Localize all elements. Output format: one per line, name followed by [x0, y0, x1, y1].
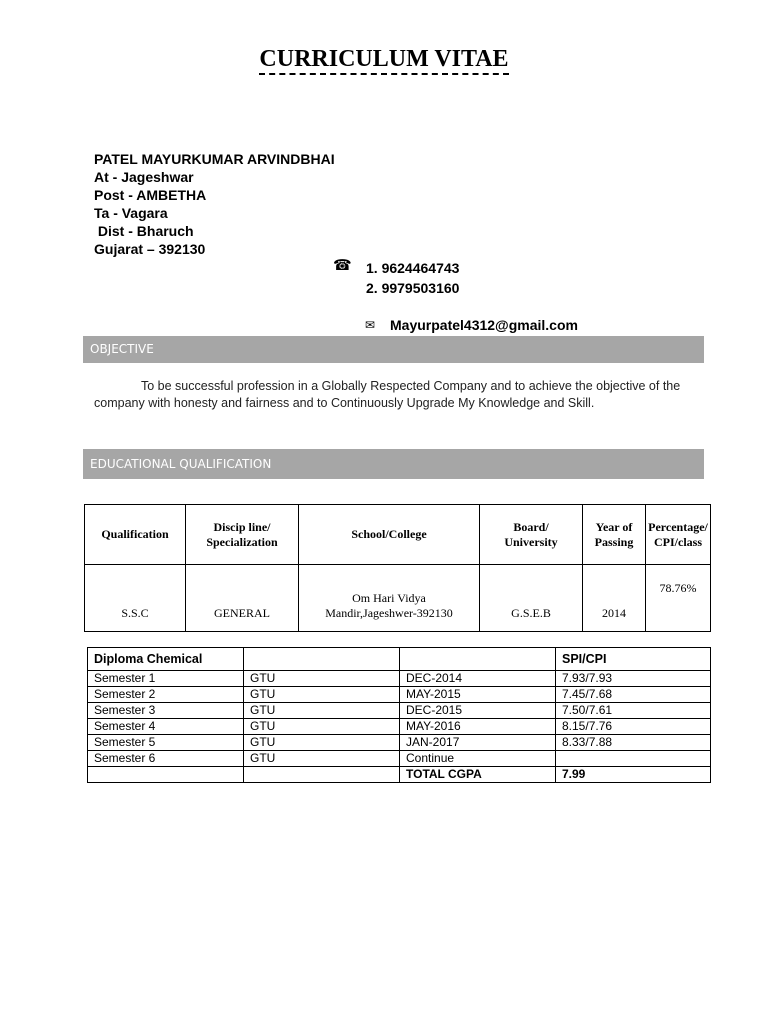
table-row	[88, 719, 711, 735]
cell-school: Om Hari Vidya Mandir,Jageshwer-392130	[299, 565, 480, 632]
table-row	[88, 703, 711, 719]
address-line: Gujarat – 392130	[94, 241, 206, 257]
spi-cpi-cell: 7.50/7.61	[556, 703, 711, 719]
phone-list	[366, 258, 459, 298]
page-title: CURRICULUM VITAE	[0, 46, 768, 73]
table-row	[88, 735, 711, 751]
semester-cell: Semester 2	[88, 687, 244, 703]
semester-cell: Semester 5	[88, 735, 244, 751]
exam-date-cell: Continue	[400, 751, 556, 767]
exam-date-cell: JAN-2017	[400, 735, 556, 751]
semester-cell: Semester 4	[88, 719, 244, 735]
spi-cpi-cell	[556, 751, 711, 767]
table-row	[85, 565, 711, 632]
semester-cell: Semester 1	[88, 671, 244, 687]
education-table	[84, 504, 711, 632]
header-board: Board/ University	[480, 505, 583, 565]
university-cell: GTU	[244, 751, 400, 767]
university-cell: GTU	[244, 687, 400, 703]
table-row	[88, 751, 711, 767]
total-row	[88, 767, 711, 783]
exam-date-cell: DEC-2015	[400, 703, 556, 719]
email-address: Mayurpatel4312@gmail.com	[390, 317, 578, 333]
exam-date-cell: MAY-2015	[400, 687, 556, 703]
total-cgpa-label: TOTAL CGPA	[400, 767, 556, 783]
name-line: PATEL MAYURKUMAR ARVINDBHAI	[94, 151, 335, 167]
education-heading: EDUCATIONAL QUALIFICATION	[83, 449, 704, 479]
exam-date-cell: DEC-2014	[400, 671, 556, 687]
envelope-icon: ✉	[365, 318, 376, 332]
university-cell: GTU	[244, 671, 400, 687]
total-cgpa-value: 7.99	[556, 767, 711, 783]
exam-date-cell: MAY-2016	[400, 719, 556, 735]
diploma-title: Diploma Chemical	[88, 648, 244, 671]
address-block	[94, 150, 335, 258]
spi-cpi-cell: 8.15/7.76	[556, 719, 711, 735]
address-line: Dist - Bharuch	[94, 223, 194, 239]
cell-board: G.S.E.B	[480, 565, 583, 632]
cell-discipline: GENERAL	[186, 565, 299, 632]
header-percentage: Percentage/ CPI/class	[646, 505, 711, 565]
phone-number: 2. 9979503160	[366, 280, 460, 296]
header-year: Year of Passing	[583, 505, 646, 565]
spi-cpi-cell: 7.45/7.68	[556, 687, 711, 703]
cell-qualification: S.S.C	[85, 565, 186, 632]
phone-number: 1. 9624464743	[366, 260, 460, 276]
objective-heading: OBJECTIVE	[83, 336, 704, 363]
semester-cell: Semester 3	[88, 703, 244, 719]
cell-year: 2014	[583, 565, 646, 632]
cell-percentage: 78.76%	[646, 565, 711, 632]
table-row	[88, 671, 711, 687]
table-header-row	[85, 505, 711, 565]
header-qualification: Qualification	[85, 505, 186, 565]
objective-text: To be successful profession in a Globally Respected Company and to achieve the objective of the company with honesty and fairness and to Continuously Upgrade My Knowledge and Skill.	[94, 379, 681, 410]
address-line: At - Jageshwar	[94, 169, 194, 185]
diploma-table	[87, 647, 711, 783]
table-header-row	[88, 648, 711, 671]
table-row	[88, 687, 711, 703]
spi-cpi-header: SPI/CPI	[556, 648, 711, 671]
spi-cpi-cell: 7.93/7.93	[556, 671, 711, 687]
address-line: Ta - Vagara	[94, 205, 168, 221]
semester-cell: Semester 6	[88, 751, 244, 767]
university-cell: GTU	[244, 735, 400, 751]
header-school: School/College	[299, 505, 480, 565]
header-discipline: Discip line/ Specialization	[186, 505, 299, 565]
university-cell: GTU	[244, 719, 400, 735]
spi-cpi-cell: 8.33/7.88	[556, 735, 711, 751]
address-line: Post - AMBETHA	[94, 187, 207, 203]
telephone-icon: ☎	[333, 257, 352, 274]
university-cell: GTU	[244, 703, 400, 719]
